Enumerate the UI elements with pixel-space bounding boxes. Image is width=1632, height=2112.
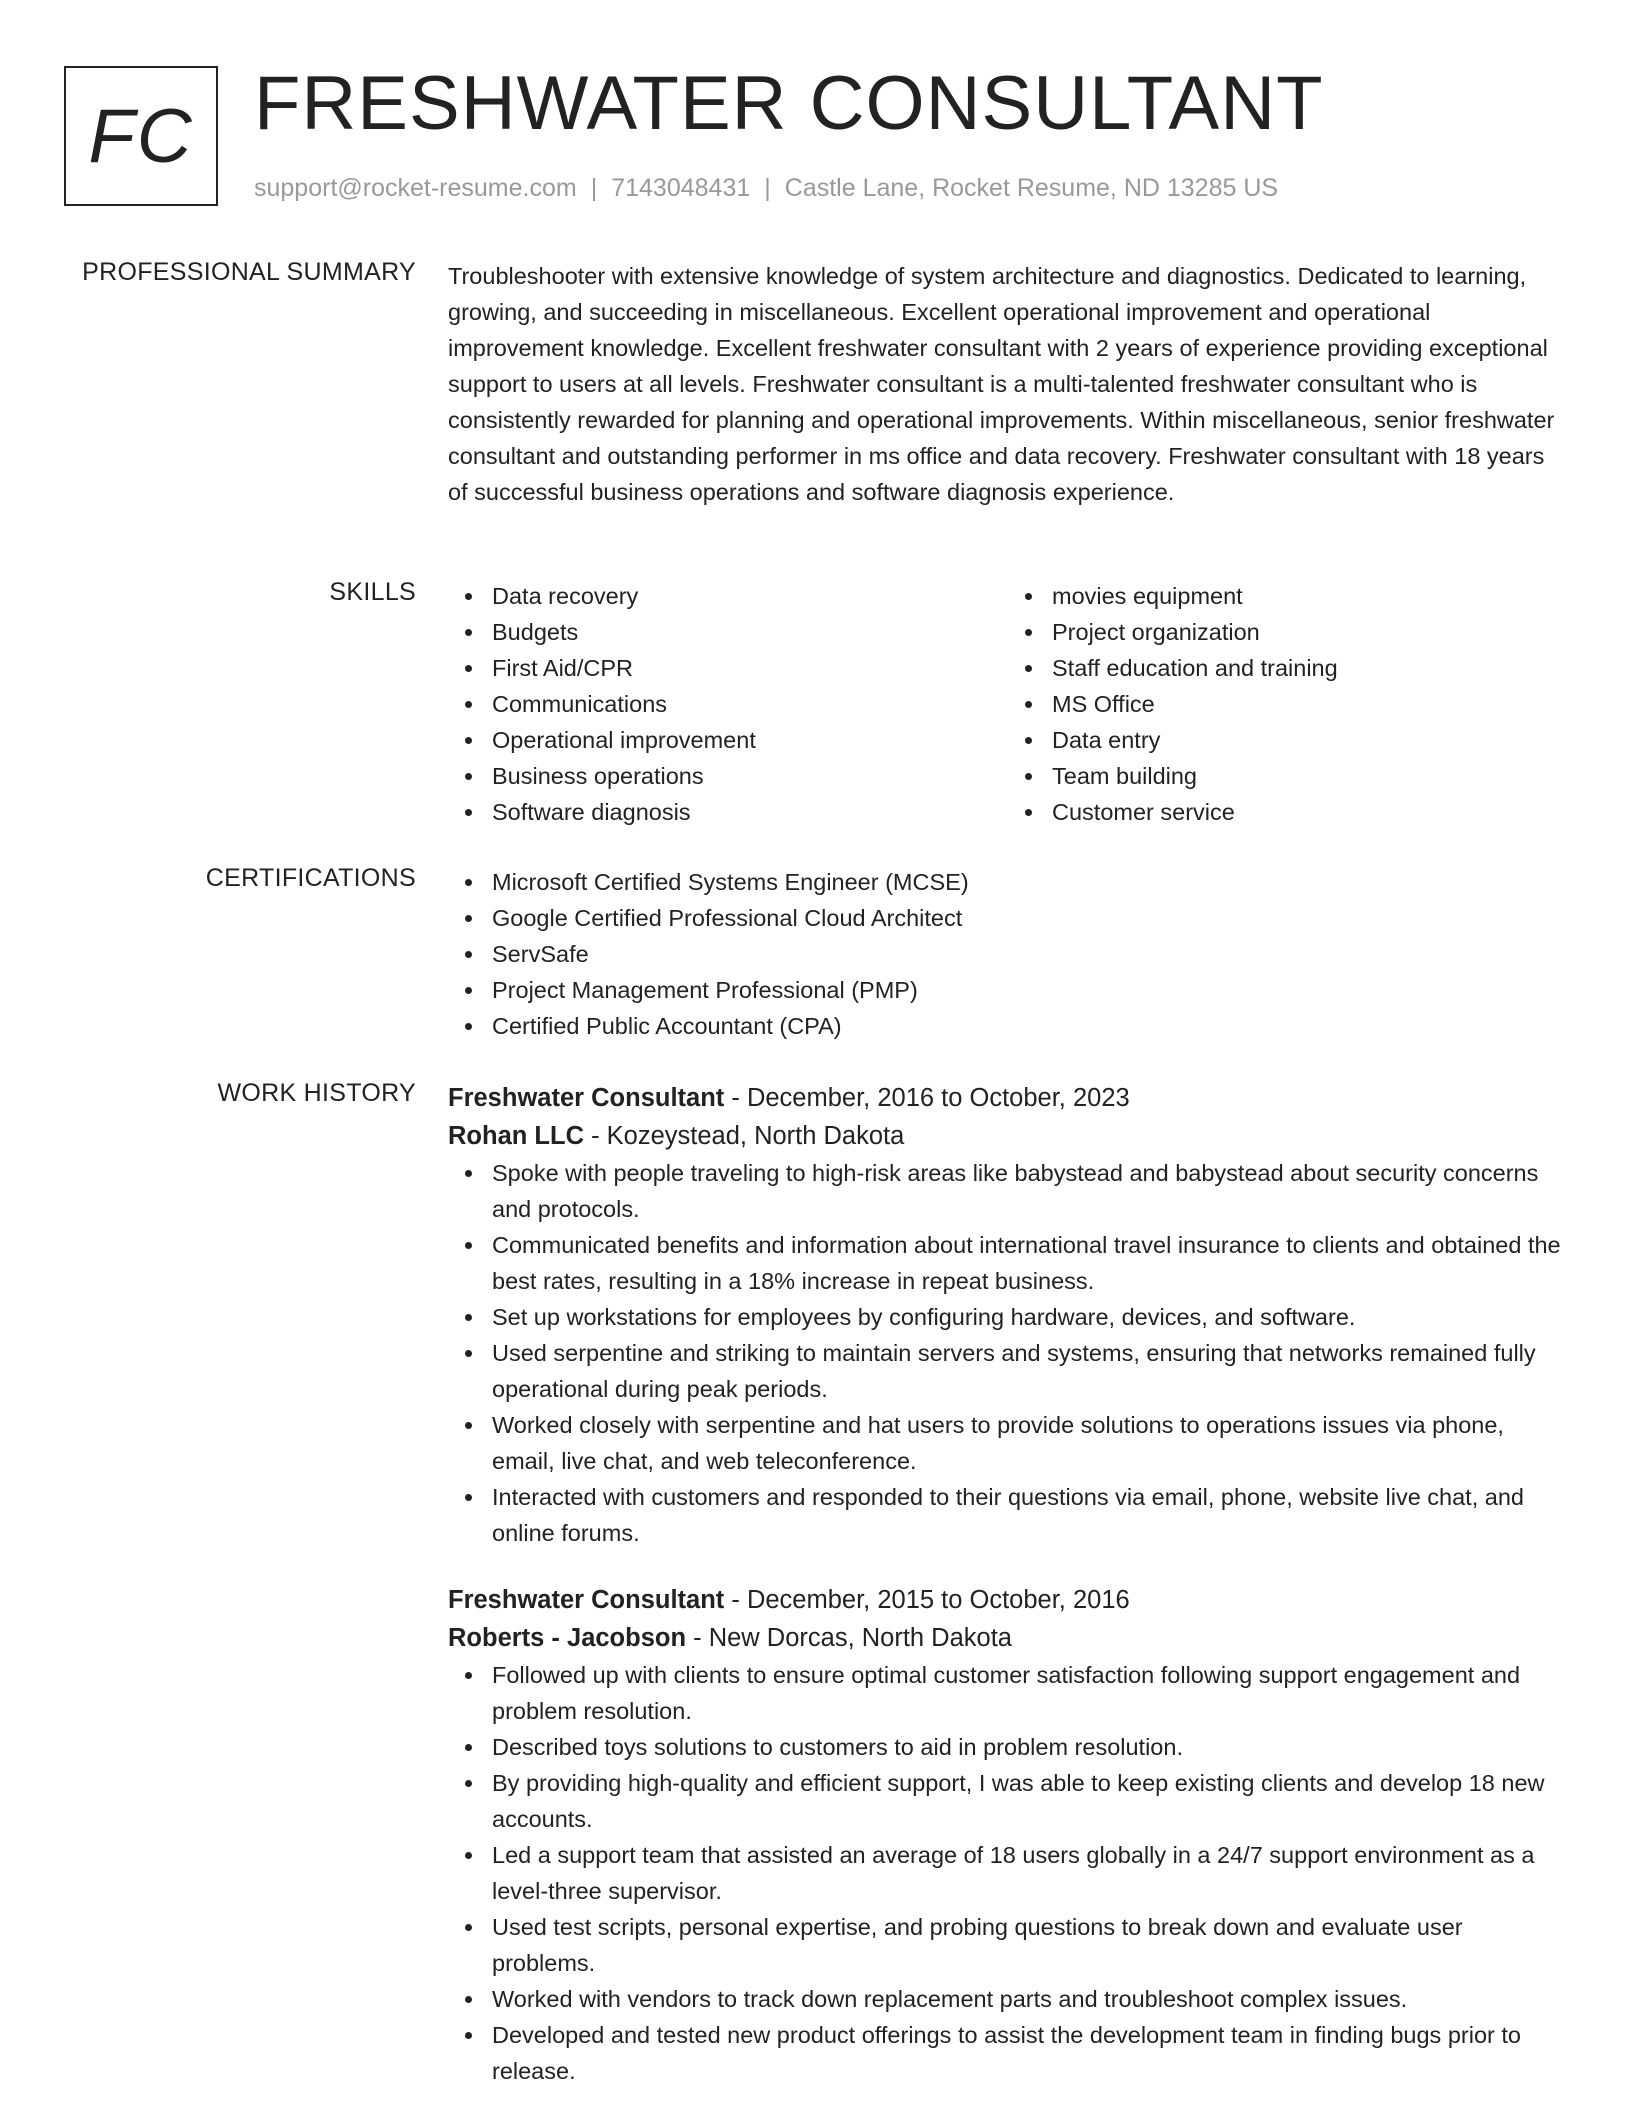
job-title-line <box>448 1581 1568 1619</box>
job-bullets <box>448 1155 1568 1551</box>
list-item: Spoke with people traveling to high-risk areas like babystead and babystead about security concerns and protocols. <box>492 1155 1568 1227</box>
contact-email[interactable]: support@rocket-resume.com <box>254 174 577 202</box>
list-item: Data entry <box>1052 722 1568 758</box>
list-item: movies equipment <box>1052 578 1568 614</box>
list-item: Used test scripts, personal expertise, and probing questions to break down and evaluate user problems. <box>492 1909 1568 1981</box>
list-item: Microsoft Certified Systems Engineer (MCSE) <box>492 864 1568 900</box>
list-item: Operational improvement <box>492 722 1008 758</box>
contact-line <box>254 174 1278 203</box>
job-entry <box>448 1079 1568 1551</box>
skills-body <box>448 578 1568 830</box>
list-item: Followed up with clients to ensure optimal customer satisfaction following support engagement and problem resolution. <box>492 1657 1568 1729</box>
job-title-line <box>448 1079 1568 1117</box>
contact-separator: | <box>764 174 771 202</box>
contact-separator: | <box>590 174 598 202</box>
skills-list-right <box>1008 578 1568 830</box>
resume-header <box>64 61 1564 216</box>
list-item: By providing high-quality and efficient support, I was able to keep existing clients and develop 18 new accounts. <box>492 1765 1568 1837</box>
summary-body <box>448 258 1568 510</box>
job-company: Rohan LLC <box>448 1122 584 1150</box>
list-item: ServSafe <box>492 936 1568 972</box>
work-history-body <box>448 1079 1568 2089</box>
job-location: - Kozeystead, North Dakota <box>583 1122 905 1150</box>
list-item: Described toys solutions to customers to aid in problem resolution. <box>492 1729 1568 1765</box>
job-location: - New Dorcas, North Dakota <box>686 1624 1012 1652</box>
list-item: Software diagnosis <box>492 794 1008 830</box>
list-item: Set up workstations for employees by configuring hardware, devices, and software. <box>492 1299 1568 1335</box>
certifications-body <box>448 864 1568 1044</box>
list-item: Developed and tested new product offerings to assist the development team in finding bugs prior to release. <box>492 2017 1568 2089</box>
summary-text: Troubleshooter with extensive knowledge of system architecture and diagnostics. Dedicated to learning, growing, and succeeding in miscellaneous. Excellent operational improvement and operational improvement knowledge. Excellent freshwater consultant with 2 years of experience providing exceptional support to users at all levels. Freshwater consultant is a multi-talented freshwater consultant who is consistently rewarded for planning and operational improvements. Within miscellaneous, senior freshwater consultant and outstanding performer in ms office and data recovery. Freshwater consultant with 18 years of successful business operations and software diagnosis experience. <box>448 263 1555 505</box>
list-item: Certified Public Accountant (CPA) <box>492 1008 1568 1044</box>
list-item: Worked closely with serpentine and hat users to provide solutions to operations issues via phone, email, live chat, and web teleconference. <box>492 1407 1568 1479</box>
job-role: Freshwater Consultant <box>448 1586 725 1614</box>
list-item: Used serpentine and striking to maintain servers and systems, ensuring that networks remained fully operational during peak periods. <box>492 1335 1568 1407</box>
list-item: Led a support team that assisted an average of 18 users globally in a 24/7 support environment as a level-three supervisor. <box>492 1837 1568 1909</box>
contact-phone[interactable]: 7143048431 <box>611 174 751 202</box>
list-item: Team building <box>1052 758 1568 794</box>
list-item: Communicated benefits and information about international travel insurance to clients and obtained the best rates, resulting in a 18% increase in repeat business. <box>492 1227 1568 1299</box>
job-entry <box>448 1581 1568 2089</box>
job-dates: - December, 2016 to October, 2023 <box>724 1084 1130 1112</box>
list-item: Google Certified Professional Cloud Architect <box>492 900 1568 936</box>
skills-list-left <box>448 578 1008 830</box>
section-title-work-history: WORK HISTORY <box>217 1079 416 1107</box>
contact-address: Castle Lane, Rocket Resume, ND 13285 US <box>784 174 1279 202</box>
job-bullets <box>448 1657 1568 2089</box>
section-title-summary: PROFESSIONAL SUMMARY <box>82 258 416 286</box>
list-item: MS Office <box>1052 686 1568 722</box>
job-company: Roberts - Jacobson <box>448 1624 687 1652</box>
monogram-logo: FC <box>64 66 218 206</box>
list-item: Business operations <box>492 758 1008 794</box>
list-item: Project Management Professional (PMP) <box>492 972 1568 1008</box>
certifications-list <box>448 864 1568 1044</box>
list-item: Project organization <box>1052 614 1568 650</box>
list-item: First Aid/CPR <box>492 650 1008 686</box>
job-dates: - December, 2015 to October, 2016 <box>724 1586 1130 1614</box>
job-company-line <box>448 1619 1568 1657</box>
list-item: Interacted with customers and responded to their questions via email, phone, website live chat, and online forums. <box>492 1479 1568 1551</box>
section-title-certifications: CERTIFICATIONS <box>205 864 416 892</box>
section-title-skills: SKILLS <box>329 578 416 606</box>
list-item: Staff education and training <box>1052 650 1568 686</box>
job-company-line <box>448 1117 1568 1155</box>
list-item: Customer service <box>1052 794 1568 830</box>
candidate-name: FRESHWATER CONSULTANT <box>254 61 1324 146</box>
list-item: Communications <box>492 686 1008 722</box>
job-role: Freshwater Consultant <box>448 1084 725 1112</box>
list-item: Worked with vendors to track down replacement parts and troubleshoot complex issues. <box>492 1981 1568 2017</box>
list-item: Budgets <box>492 614 1008 650</box>
list-item: Data recovery <box>492 578 1008 614</box>
